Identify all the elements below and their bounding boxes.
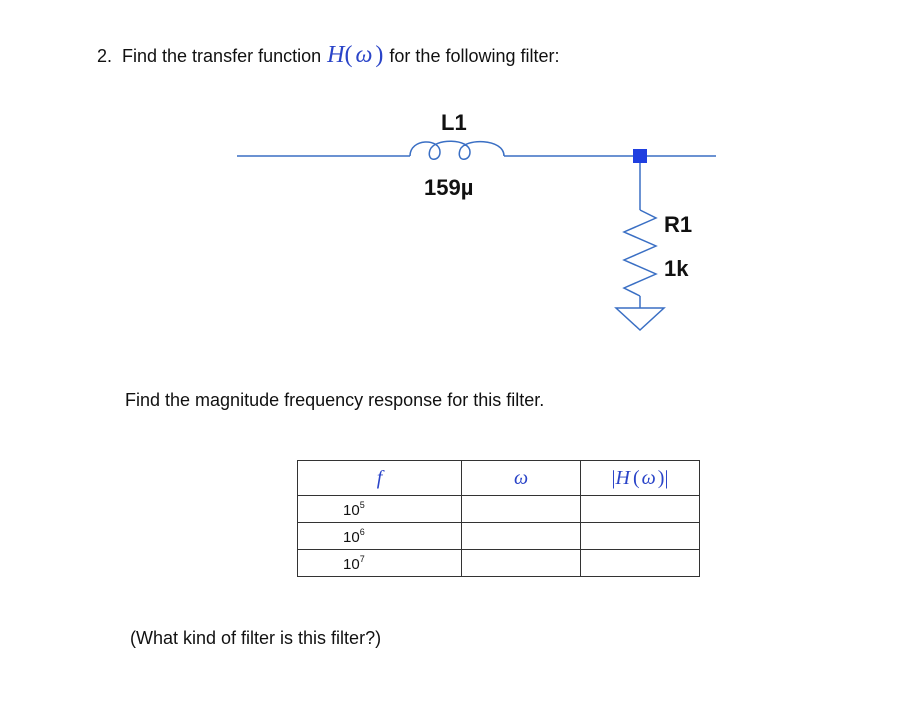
frequency-response-table [297,460,700,577]
mag-close-paren: ) [657,466,665,489]
resistor-name-label: R1 [664,212,693,237]
header-magnitude [581,461,700,496]
magnitude-cell[interactable] [581,496,700,523]
math-h: H [327,42,345,68]
closing-question: (What kind of filter is this filter?) [130,628,382,648]
freq-base: 10 [343,528,360,546]
omega-cell[interactable] [462,496,581,523]
omega-cell[interactable] [462,550,581,577]
question-text-before: Find the transfer function [122,46,322,66]
freq-exp: 5 [359,499,365,510]
mag-open-paren: ( [632,466,640,489]
header-omega: ω [462,461,581,496]
freq-exp: 7 [359,553,365,564]
math-close-paren: ) [375,42,384,68]
question-text-after: for the following filter: [389,46,560,66]
magnitude-cell[interactable] [581,523,700,550]
freq-cell [298,496,462,523]
inductor-name-label: L1 [441,110,467,135]
freq-base: 10 [343,501,360,519]
mag-omega: ω [641,466,656,489]
mag-h: H [615,466,630,489]
table-row [298,496,700,523]
freq-exp: 6 [359,526,365,537]
subquestion-text: Find the magnitude frequency response for this filter. [125,390,545,410]
ground-icon [616,308,664,330]
table-header-row [298,461,700,496]
table-row [298,550,700,577]
header-f: f [298,461,462,496]
freq-cell [298,523,462,550]
math-open-paren: ( [344,42,353,68]
mag-bar-right: | [664,466,669,489]
resistor-value-label: 1k [664,256,689,281]
table-row [298,523,700,550]
freq-base: 10 [343,555,360,573]
freq-cell [298,550,462,577]
omega-cell[interactable] [462,523,581,550]
resistor-symbol [624,210,656,296]
output-node [633,149,647,163]
magnitude-cell[interactable] [581,550,700,577]
inductor-symbol [410,141,504,159]
math-omega: ω [355,42,373,68]
mag-bar-left: | [611,466,616,489]
inductor-value-label: 159µ [424,175,474,200]
question-number: 2. [97,46,113,66]
